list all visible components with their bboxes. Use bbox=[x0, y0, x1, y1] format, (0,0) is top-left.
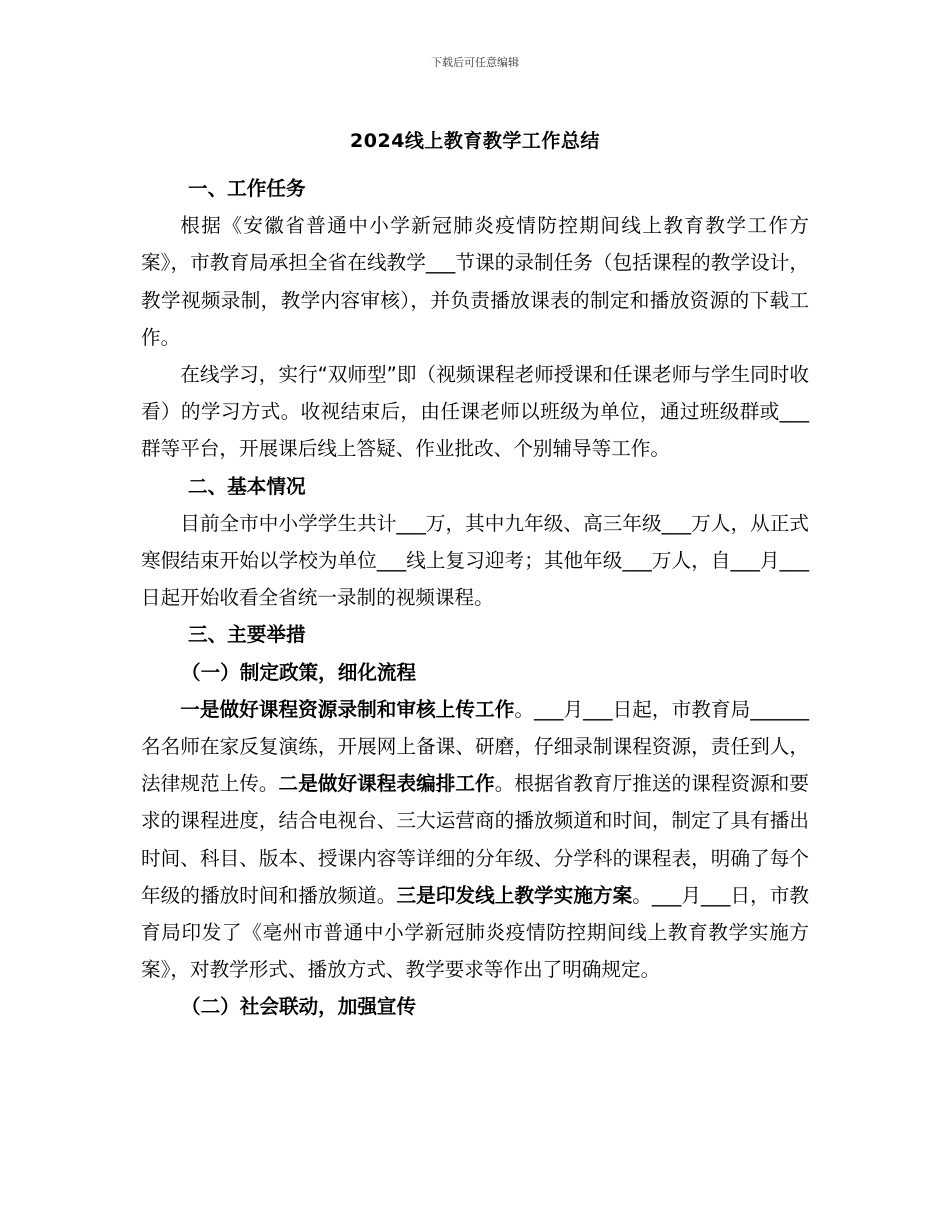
paragraph bbox=[141, 691, 809, 989]
section-heading-basic-situation: 二、基本情况 bbox=[188, 474, 306, 498]
page-header: 下载后可任意编辑 bbox=[431, 56, 519, 69]
paragraph-text: 。根据省教育厅推送的课程资源和要求的课程进度，结合电视台、三大运营商的播放频道和时间，制定了具有播出时间、科目、版本、授课内容等详细的分年级、分学科的课程表，明确了每个年级的播放时间和播放频道。 bbox=[141, 772, 810, 907]
document-body bbox=[141, 170, 809, 1026]
paragraph: 在线学习，实行“双师型”即（视频课程老师授课和任课老师与学生同时收看）的学习方式。收视结束后，由任课老师以班级为单位，通过班级群或___群等平台，开展课后线上答疑、作业批改、个别辅导等工作。 bbox=[141, 363, 809, 461]
section-heading-main-measures: 三、主要举措 bbox=[188, 623, 306, 647]
paragraph: 根据《安徽省普通中小学新冠肺炎疫情防控期间线上教育教学工作方案》，市教育局承担全省在线教学___节课的录制任务（包括课程的教学设计，教学视频录制，教学内容审核），并负责播放课表的制定和播放资源的下载工作。 bbox=[141, 214, 809, 349]
paragraph-text: 。___月___日，市教育局印发了《亳州市普通中小学新冠肺炎疫情防控期间线上教育教学实施方案》，对教学形式、播放方式、教学要求等作出了明确规定。 bbox=[141, 883, 810, 982]
section-heading-work-tasks: 一、工作任务 bbox=[188, 177, 306, 200]
document-title: 2024线上教育教学工作总结 bbox=[350, 130, 600, 152]
subsection-heading-social: （二）社会联动，加强宣传 bbox=[181, 995, 417, 1019]
bold-lead: 一是做好课程资源录制和审核上传工作 bbox=[180, 697, 515, 721]
paragraph: 目前全市中小学学生共计___万，其中九年级、高三年级___万人，从正式寒假结束开始以学校为单位___线上复习迎考；其他年级___万人，自___月___日起开始收看全省统一录制的视频课程。 bbox=[141, 511, 809, 610]
bold-lead: 二是做好课程表编排工作 bbox=[278, 772, 495, 796]
bold-lead: 三是印发线上教学实施方案 bbox=[396, 883, 633, 907]
paragraph-text: 。___月___日起，市教育局______名名师在家反复演练，开展网上备课、研磨，仔细录制课程资源，责任到人，法律规范上传。 bbox=[141, 697, 810, 796]
subsection-heading-policy: （一）制定政策，细化流程 bbox=[181, 660, 417, 684]
